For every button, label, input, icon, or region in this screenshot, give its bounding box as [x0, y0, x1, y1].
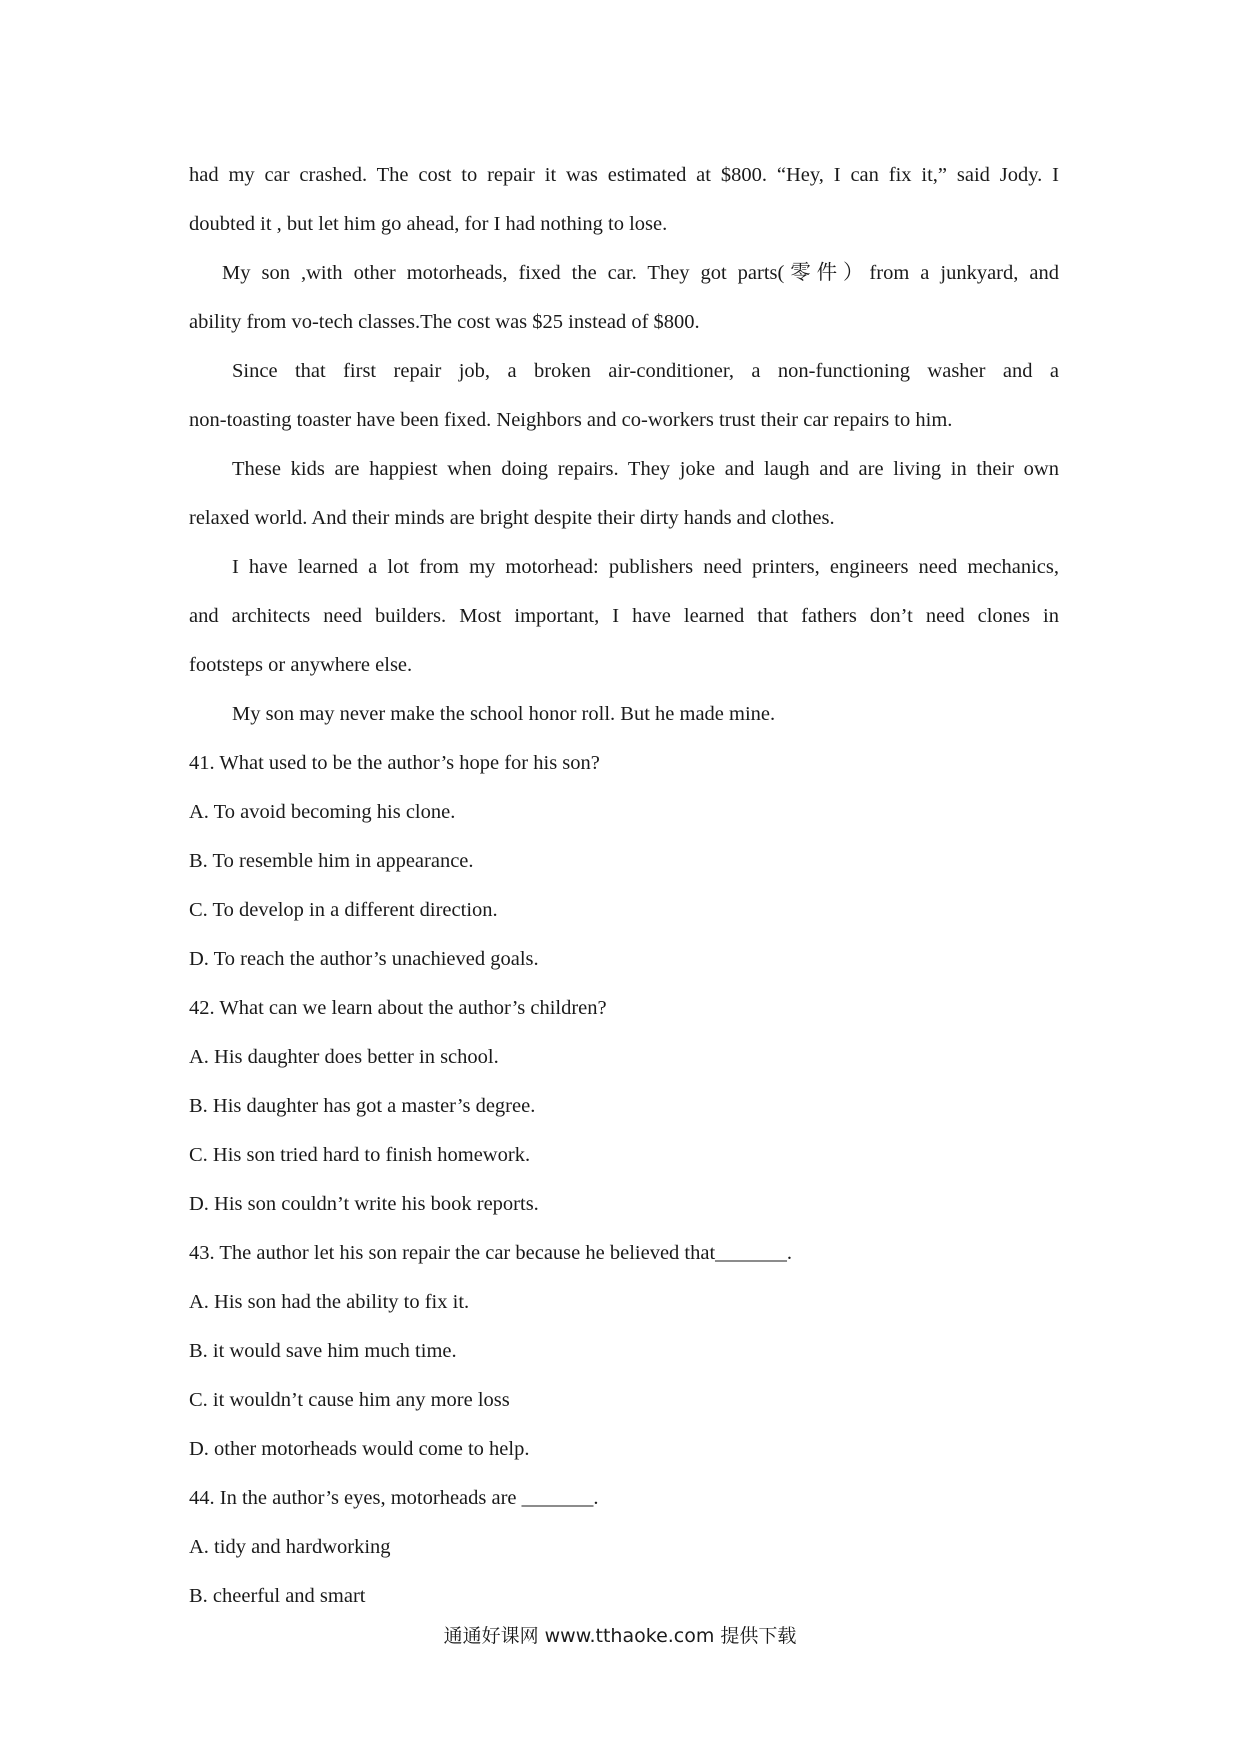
question-option: B. it would save him much time. — [189, 1340, 457, 1362]
passage-line: non-toasting toaster have been fixed. Neighbors and co-workers trust their car repairs to him. — [189, 409, 953, 431]
question-option: A. His daughter does better in school. — [189, 1046, 499, 1068]
passage-line: My son may never make the school honor roll. But he made mine. — [232, 703, 776, 725]
passage-line: I have learned a lot from my motorhead: publishers need printers, engineers need mechanics, — [232, 556, 1059, 578]
question-option: D. To reach the author’s unachieved goals. — [189, 948, 539, 970]
question-option: B. To resemble him in appearance. — [189, 850, 474, 872]
passage-line: and architects need builders. Most important, I have learned that fathers don’t need clones in — [189, 605, 1059, 627]
question-option: D. other motorheads would come to help. — [189, 1438, 530, 1460]
question-option: C. His son tried hard to finish homework. — [189, 1144, 531, 1166]
question-44 — [189, 1474, 1059, 1621]
passage-line: relaxed world. And their minds are bright despite their dirty hands and clothes. — [189, 507, 835, 529]
question-option: A. tidy and hardworking — [189, 1536, 391, 1558]
question-option: A. To avoid becoming his clone. — [189, 801, 456, 823]
passage-line: These kids are happiest when doing repairs. They joke and laugh and are living in their own — [232, 458, 1059, 480]
question-option: C. To develop in a different direction. — [189, 899, 498, 921]
question-stem: 41. What used to be the author’s hope for his son? — [189, 752, 600, 774]
question-option: C. it wouldn’t cause him any more loss — [189, 1389, 510, 1411]
question-42 — [189, 984, 1059, 1229]
passage-line: My son ,with other motorheads, fixed the car. They got parts(零件）from a junkyard, and — [222, 262, 1059, 284]
question-41 — [189, 739, 1059, 984]
question-option: D. His son couldn’t write his book reports. — [189, 1193, 539, 1215]
page-content — [189, 151, 1059, 1621]
passage-line: Since that first repair job, a broken air-conditioner, a non-functioning washer and a — [232, 360, 1059, 382]
passage-line: ability from vo-tech classes.The cost was $25 instead of $800. — [189, 311, 700, 333]
page-footer: 通通好课网 www.tthaoke.com 提供下载 — [443, 1625, 797, 1647]
passage-line: doubted it , but let him go ahead, for I had nothing to lose. — [189, 213, 668, 235]
question-stem: 43. The author let his son repair the car because he believed that_______. — [189, 1242, 793, 1264]
question-option: A. His son had the ability to fix it. — [189, 1291, 470, 1313]
question-option: B. His daughter has got a master’s degree. — [189, 1095, 536, 1117]
passage-line: had my car crashed. The cost to repair it was estimated at $800. “Hey, I can fix it,” said Jody. I — [189, 164, 1059, 186]
passage-line: footsteps or anywhere else. — [189, 654, 413, 676]
question-stem: 44. In the author’s eyes, motorheads are _______. — [189, 1487, 599, 1509]
question-stem: 42. What can we learn about the author’s children? — [189, 997, 607, 1019]
question-option: B. cheerful and smart — [189, 1585, 366, 1607]
question-43 — [189, 1229, 1059, 1474]
